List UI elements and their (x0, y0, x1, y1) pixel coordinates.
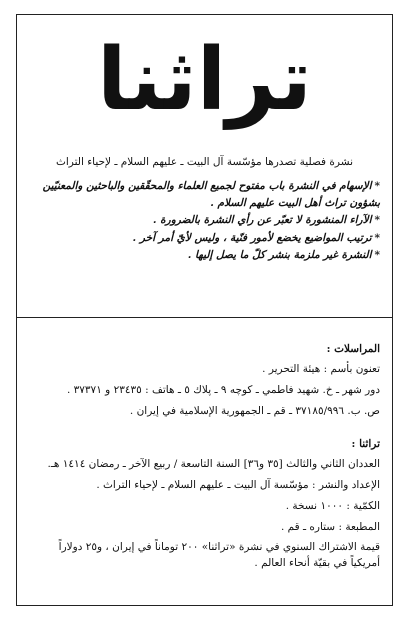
address-line: تعنون بأسم : هيئة التحرير . (262, 363, 380, 375)
note-item: *الآراء المنشورة لا تعبّر عن رأي النشرة بالضرورة . (152, 214, 380, 226)
editorial-notes (27, 178, 380, 265)
journal-subtitle: نشرة فصلية تصدرها مؤسّسة آل البيت ـ عليهم السلام ـ لإحياء التراث (56, 156, 353, 168)
note-item: *الإسهام في النشرة باب مفتوح لجميع العلماء والمحقّقين والباحثين والمعنيّين بشؤون تراث أهل البيت عليهم السلام . (42, 180, 380, 209)
address-line: دور شهر ـ خ. شهيد فاطمي ـ كوچه ۹ ـ پلاك ٥ ـ هاتف : ٢٣٤٣٥ و ٣٧٣٧١ . (66, 384, 380, 396)
star-icon: * (374, 249, 380, 261)
star-icon: * (374, 231, 380, 244)
correspondence-heading: المراسلات : (326, 343, 380, 355)
section-divider (17, 317, 392, 318)
star-icon: * (374, 214, 380, 226)
issue-info-heading: تراثنا : (351, 438, 380, 450)
issue-info-line: العددان الثاني والثالث [٣٥ و٣٦] السنة التاسعة / ربيع الآخر ـ رمضان ١٤١٤ هـ. (47, 458, 380, 470)
star-icon: * (374, 180, 380, 192)
journal-logo: تراثنا (97, 30, 312, 130)
note-item: *النشرة غير ملزمة بنشر كلّ ما يصل إليها . (187, 249, 380, 261)
page-frame (16, 14, 393, 606)
address-line: ص. ب. ٣٧١٨٥/٩٩٦ ـ قم ـ الجمهورية الإسلامية في إيران . (129, 405, 380, 417)
issue-info-line: المطبعة : ستاره ـ قم . (280, 521, 380, 533)
note-item: *ترتيب المواضيع يخضع لأمور فنّية ، وليس لأيّ أمر آخر . (132, 231, 380, 244)
correspondence-section (27, 340, 380, 423)
issue-info-line: الكمّية : ١٠٠٠ نسخة . (285, 500, 380, 512)
issue-info-section (27, 435, 380, 574)
issue-info-line: الإعداد والنشر : مؤسّسة آل البيت ـ عليهم السلام ـ لإحياء التراث . (96, 479, 380, 491)
subscription-line: قيمة الاشتراك السنوي في نشرة «تراثنا» ٢٠٠ توماناً في إيران ، و٢٥ دولاراً أمريكياً في بقيّة أنحاء العالم . (58, 541, 380, 569)
